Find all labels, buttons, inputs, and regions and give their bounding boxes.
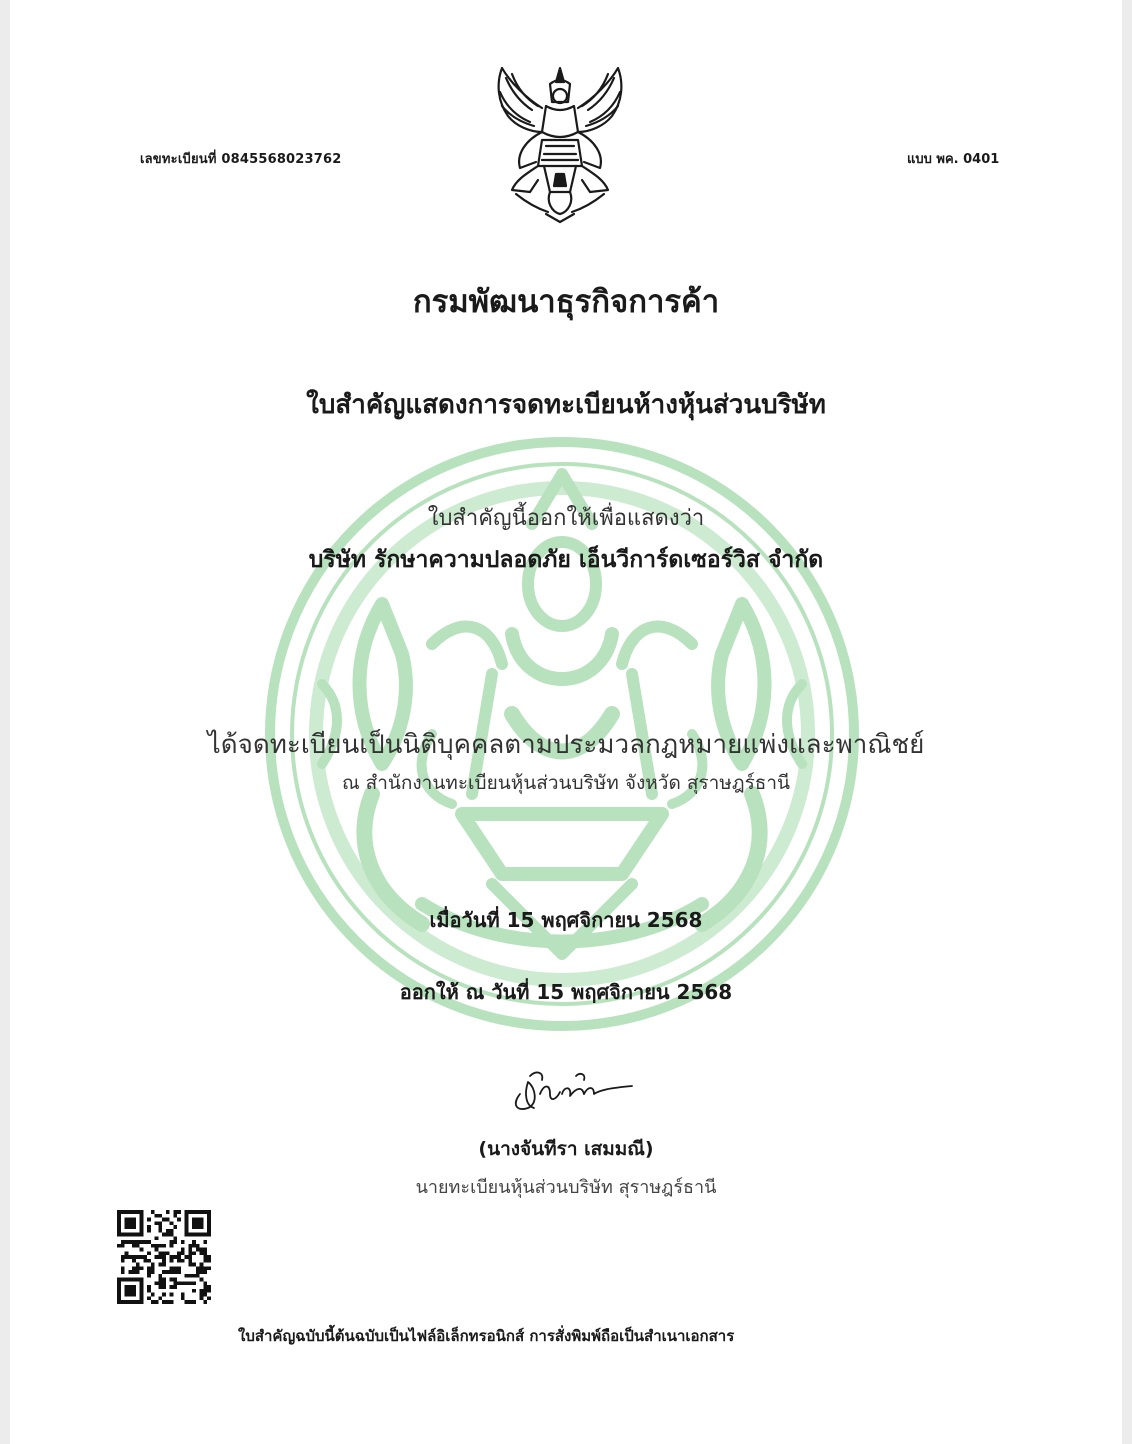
handwritten-signature-icon bbox=[506, 1064, 636, 1114]
form-code: แบบ พค. 0401 bbox=[907, 152, 1000, 167]
signer-title: นายทะเบียนหุ้นส่วนบริษัท สุราษฎร์ธานี bbox=[415, 1177, 717, 1198]
department-name: กรมพัฒนาธุรกิจการค้า bbox=[412, 284, 720, 320]
certificate-intro: ใบสำคัญนี้ออกให้เพื่อแสดงว่า bbox=[427, 506, 705, 531]
signer-name: (นางจันทีรา เสมมณี) bbox=[478, 1138, 654, 1160]
registration-statement: ได้จดทะเบียนเป็นนิติบุคคลตามประมวลกฎหมายแพ่งและพาณิชย์ bbox=[207, 730, 925, 760]
registration-office: ณ สำนักงานทะเบียนหุ้นส่วนบริษัท จังหวัด สุราษฎร์ธานี bbox=[341, 772, 791, 794]
company-name: บริษัท รักษาความปลอดภัย เอ็นวีการ์ดเซอร์วิส จำกัด bbox=[308, 547, 824, 573]
footer-note: ใบสำคัญฉบับนี้ต้นฉบับเป็นไฟล์อิเล็กทรอนิกส์ การสั่งพิมพ์ถือเป็นสำเนาเอกสาร bbox=[238, 1327, 735, 1345]
garuda-emblem-icon bbox=[486, 62, 634, 226]
registration-date: เมื่อวันที่ 15 พฤศจิกายน 2568 bbox=[429, 908, 703, 932]
issue-date: ออกให้ ณ วันที่ 15 พฤศจิกายน 2568 bbox=[399, 980, 733, 1004]
registration-number: เลขทะเบียนที่ 0845568023762 bbox=[140, 152, 342, 167]
qr-code-icon[interactable] bbox=[117, 1209, 211, 1305]
certificate-page bbox=[10, 0, 1122, 1444]
certificate-title: ใบสำคัญแสดงการจดทะเบียนห้างหุ้นส่วนบริษัท bbox=[306, 390, 826, 420]
